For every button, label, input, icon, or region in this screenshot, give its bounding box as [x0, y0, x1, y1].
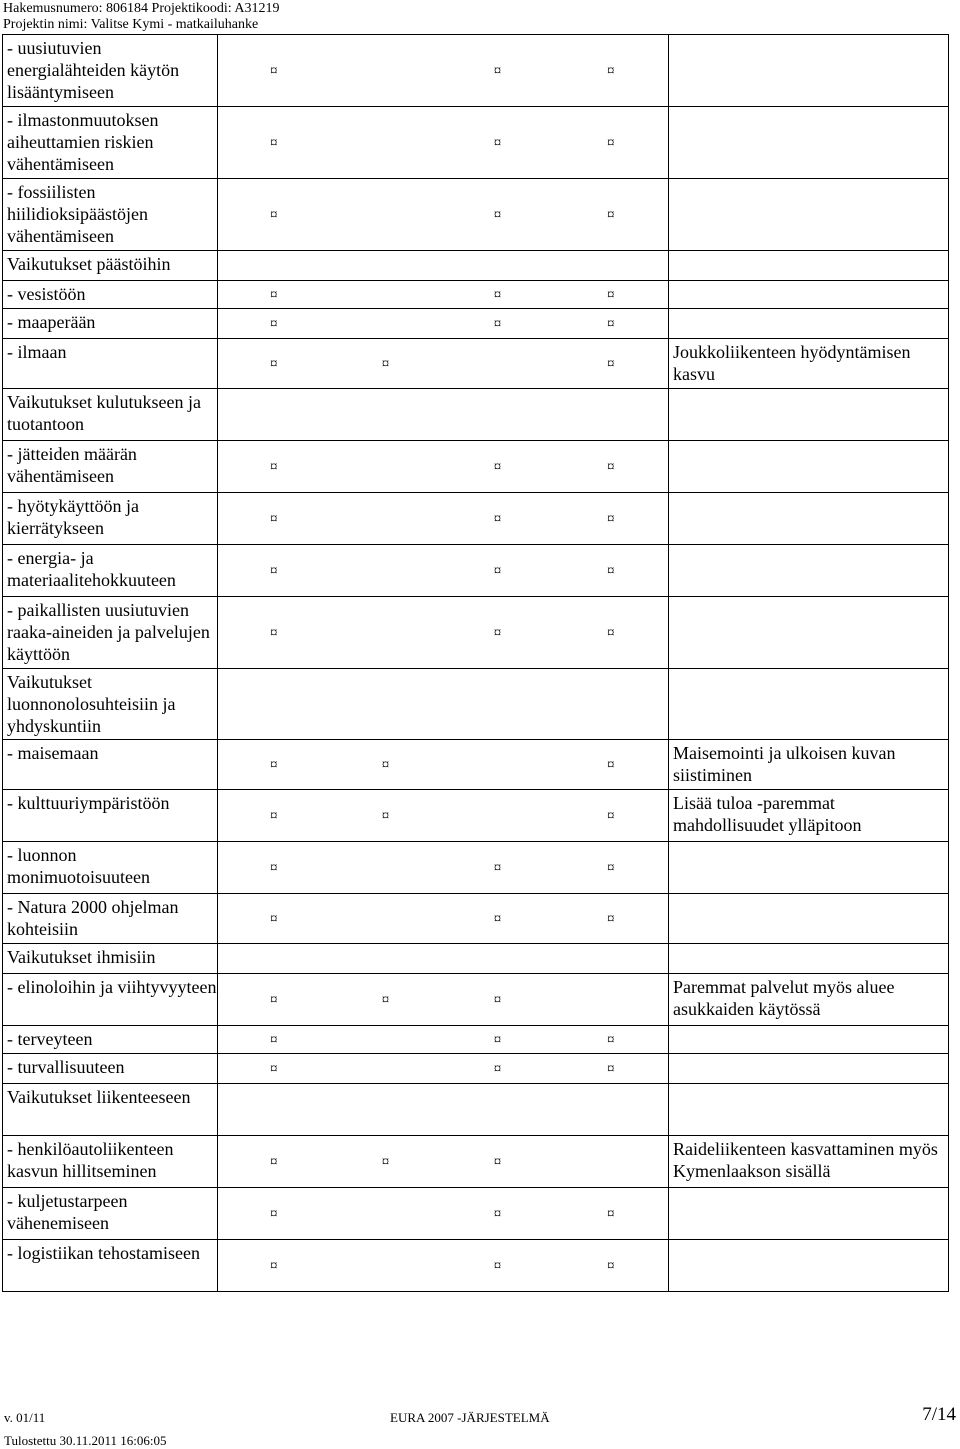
checkmark-symbol: ¤	[270, 1031, 278, 1048]
checkmark-symbol: ¤	[270, 355, 278, 372]
checkmark-symbol: ¤	[493, 1060, 502, 1077]
checkmark-symbol: ¤	[493, 1257, 502, 1274]
footer-printed-timestamp: Tulostettu 30.11.2011 16:06:05	[4, 1433, 167, 1448]
impact-label: - luonnon monimuotoisuuteen	[3, 842, 218, 894]
rating-cell-3	[442, 179, 554, 251]
rating-cell-2	[330, 974, 442, 1026]
rating-cell-2	[330, 790, 442, 842]
rating-cell-2	[330, 1240, 442, 1292]
impact-note	[669, 597, 949, 669]
rating-cell-2	[330, 740, 442, 790]
checkmark-symbol: ¤	[270, 807, 278, 824]
checkmark-symbol: ¤	[270, 458, 278, 475]
impact-note: Lisää tuloa -paremmat mahdollisuudet ylläpitoon	[669, 790, 949, 842]
checkmark-symbol: ¤	[493, 286, 502, 303]
impact-label: - henkilöautoliikenteen kasvun hillitseminen	[3, 1136, 218, 1188]
impact-label: Vaikutukset kulutukseen ja tuotantoon	[3, 389, 218, 441]
table-row	[3, 1084, 949, 1136]
rating-cell-3	[442, 740, 554, 790]
checkmark-symbol: ¤	[270, 286, 278, 303]
rating-cell-3	[442, 1136, 554, 1188]
impact-label: - maaperään	[3, 309, 218, 339]
impact-label: - paikallisten uusiutuvien raaka-aineiden ja palvelujen käyttöön	[3, 597, 218, 669]
checkmark-symbol: ¤	[607, 910, 615, 927]
checkmark-symbol: ¤	[607, 355, 615, 372]
impact-note	[669, 842, 949, 894]
rating-cell-1	[218, 1054, 330, 1084]
checkmark-symbol: ¤	[607, 206, 615, 223]
impact-note: Paremmat palvelut myös aluee asukkaiden käytössä	[669, 974, 949, 1026]
table-row	[3, 1188, 949, 1240]
impact-label: - uusiutuvien energialähteiden käytön lisääntymiseen	[3, 35, 218, 107]
impact-label: - logistiikan tehostamiseen	[3, 1240, 218, 1292]
checkmark-symbol: ¤	[381, 991, 390, 1008]
checkmark-symbol: ¤	[607, 315, 615, 332]
checkmark-symbol: ¤	[607, 624, 615, 641]
rating-cell-3	[442, 974, 554, 1026]
impact-note	[669, 1084, 949, 1136]
checkmark-symbol: ¤	[607, 510, 615, 527]
rating-cell-1	[218, 339, 330, 389]
impact-note	[669, 35, 949, 107]
checkmark-symbol: ¤	[493, 1153, 502, 1170]
impact-note	[669, 1188, 949, 1240]
rating-cell-2	[330, 842, 442, 894]
impact-note	[669, 107, 949, 179]
table-row	[3, 1136, 949, 1188]
rating-cell-2	[330, 1136, 442, 1188]
checkmark-symbol: ¤	[607, 807, 615, 824]
impact-note	[669, 1026, 949, 1054]
impact-label: Vaikutukset ihmisiin	[3, 944, 218, 974]
rating-cell-4	[554, 281, 669, 309]
rating-cell-1	[218, 1240, 330, 1292]
rating-cell-1	[218, 894, 330, 944]
rating-cell-3	[442, 894, 554, 944]
impact-note	[669, 894, 949, 944]
checkmark-symbol: ¤	[607, 1205, 615, 1222]
impact-label: Vaikutukset luonnonolosuhteisiin ja yhdyskuntiin	[3, 669, 218, 740]
checkmark-symbol: ¤	[270, 206, 278, 223]
checkmark-symbol: ¤	[607, 756, 615, 773]
rating-cell-2	[330, 894, 442, 944]
table-row	[3, 842, 949, 894]
rating-cell-1	[218, 1026, 330, 1054]
checkmark-symbol: ¤	[270, 510, 278, 527]
impact-note	[669, 389, 949, 441]
checkmark-symbol: ¤	[493, 134, 502, 151]
rating-cell-4	[554, 597, 669, 669]
checkmark-symbol: ¤	[607, 134, 615, 151]
table-row	[3, 281, 949, 309]
table-row	[3, 179, 949, 251]
rating-cell-2	[330, 1188, 442, 1240]
rating-cell-2	[330, 545, 442, 597]
rating-cell-4	[554, 545, 669, 597]
table-row	[3, 1026, 949, 1054]
rating-cell-3	[442, 493, 554, 545]
rating-cell-3	[442, 597, 554, 669]
rating-cell-4	[554, 1240, 669, 1292]
rating-cell-3	[442, 339, 554, 389]
rating-cell-4	[554, 894, 669, 944]
table-row	[3, 339, 949, 389]
checkmark-symbol: ¤	[381, 1153, 390, 1170]
checkmark-symbol: ¤	[607, 562, 615, 579]
rating-cell-2	[330, 1054, 442, 1084]
checkmark-symbol: ¤	[607, 1031, 615, 1048]
rating-cell-2	[330, 339, 442, 389]
table-row	[3, 251, 949, 281]
checkmark-symbol: ¤	[270, 562, 278, 579]
checkmark-symbol: ¤	[270, 756, 278, 773]
rating-cell-2	[330, 441, 442, 493]
checkmark-symbol: ¤	[493, 62, 502, 79]
table-row	[3, 740, 949, 790]
rating-cell-2	[330, 309, 442, 339]
table-row	[3, 894, 949, 944]
rating-cell-3	[442, 790, 554, 842]
table-row	[3, 107, 949, 179]
footer-system-name: EURA 2007 -JÄRJESTELMÄ	[390, 1410, 550, 1425]
table-row	[3, 944, 949, 974]
rating-cell-4	[554, 441, 669, 493]
impact-label: - maisemaan	[3, 740, 218, 790]
checkmark-symbol: ¤	[493, 1031, 502, 1048]
footer-version: v. 01/11	[4, 1410, 46, 1425]
impact-label: - vesistöön	[3, 281, 218, 309]
rating-cell-4	[554, 339, 669, 389]
impact-label: - jätteiden määrän vähentämiseen	[3, 441, 218, 493]
checkmark-symbol: ¤	[270, 134, 278, 151]
rating-cell-1	[218, 281, 330, 309]
rating-cell-1	[218, 179, 330, 251]
impact-note	[669, 179, 949, 251]
impact-label: - ilmaan	[3, 339, 218, 389]
rating-cell-4	[554, 974, 669, 1026]
checkmark-symbol: ¤	[381, 355, 390, 372]
impact-label: - elinoloihin ja viihtyvyyteen	[3, 974, 218, 1026]
rating-cell-3	[442, 1054, 554, 1084]
rating-cell-1	[218, 309, 330, 339]
impact-label: - kulttuuriympäristöön	[3, 790, 218, 842]
checkmark-symbol: ¤	[607, 62, 615, 79]
checkmark-symbol: ¤	[270, 624, 278, 641]
checkmark-symbol: ¤	[493, 206, 502, 223]
impact-note: Joukkoliikenteen hyödyntämisen kasvu	[669, 339, 949, 389]
rating-cell-1	[218, 842, 330, 894]
rating-cell-2	[330, 281, 442, 309]
impact-note	[669, 944, 949, 974]
impact-note	[669, 1054, 949, 1084]
impact-note	[669, 441, 949, 493]
table-row	[3, 790, 949, 842]
checkmark-symbol: ¤	[270, 1060, 278, 1077]
footer-page-number: 7/14	[922, 1404, 956, 1425]
impact-note	[669, 669, 949, 740]
rating-cell-3	[442, 545, 554, 597]
checkmark-symbol: ¤	[607, 859, 615, 876]
rating-cell-4	[554, 740, 669, 790]
rating-cell-1	[218, 974, 330, 1026]
checkmark-symbol: ¤	[270, 1205, 278, 1222]
section-spacer	[218, 389, 669, 441]
table-row	[3, 35, 949, 107]
rating-cell-3	[442, 1240, 554, 1292]
rating-cell-4	[554, 1188, 669, 1240]
checkmark-symbol: ¤	[270, 859, 278, 876]
rating-cell-4	[554, 1136, 669, 1188]
checkmark-symbol: ¤	[493, 562, 502, 579]
rating-cell-4	[554, 842, 669, 894]
rating-cell-4	[554, 35, 669, 107]
table-row	[3, 1054, 949, 1084]
impact-label: - fossiilisten hiilidioksipäästöjen vähentämiseen	[3, 179, 218, 251]
rating-cell-2	[330, 179, 442, 251]
impact-note	[669, 251, 949, 281]
rating-cell-1	[218, 107, 330, 179]
checkmark-symbol: ¤	[493, 1205, 502, 1222]
impact-note: Raideliikenteen kasvattaminen myös Kymenlaakson sisällä	[669, 1136, 949, 1188]
checkmark-symbol: ¤	[493, 510, 502, 527]
impact-label: - turvallisuuteen	[3, 1054, 218, 1084]
rating-cell-1	[218, 35, 330, 107]
rating-cell-1	[218, 1188, 330, 1240]
table-row	[3, 1240, 949, 1292]
rating-cell-2	[330, 1026, 442, 1054]
checkmark-symbol: ¤	[270, 1153, 278, 1170]
rating-cell-4	[554, 179, 669, 251]
checkmark-symbol: ¤	[607, 286, 615, 303]
section-spacer	[218, 944, 669, 974]
checkmark-symbol: ¤	[381, 807, 390, 824]
checkmark-symbol: ¤	[270, 1257, 278, 1274]
rating-cell-4	[554, 1026, 669, 1054]
rating-cell-3	[442, 842, 554, 894]
checkmark-symbol: ¤	[270, 910, 278, 927]
impact-label: - hyötykäyttöön ja kierrätykseen	[3, 493, 218, 545]
checkmark-symbol: ¤	[607, 1060, 615, 1077]
rating-cell-4	[554, 1054, 669, 1084]
table-row	[3, 309, 949, 339]
rating-cell-1	[218, 597, 330, 669]
table-row	[3, 974, 949, 1026]
section-spacer	[218, 251, 669, 281]
table-row	[3, 545, 949, 597]
impact-note	[669, 309, 949, 339]
impact-label: - Natura 2000 ohjelman kohteisiin	[3, 894, 218, 944]
rating-cell-3	[442, 35, 554, 107]
section-spacer	[218, 1084, 669, 1136]
rating-cell-2	[330, 35, 442, 107]
checkmark-symbol: ¤	[607, 458, 615, 475]
rating-cell-3	[442, 441, 554, 493]
checkmark-symbol: ¤	[270, 62, 278, 79]
impact-note	[669, 493, 949, 545]
header-project-name: Projektin nimi: Valitse Kymi - matkailuhanke	[3, 17, 259, 32]
checkmark-symbol: ¤	[270, 315, 278, 332]
rating-cell-2	[330, 107, 442, 179]
rating-cell-3	[442, 1188, 554, 1240]
rating-cell-1	[218, 441, 330, 493]
impact-label: - energia- ja materiaalitehokkuuteen	[3, 545, 218, 597]
impact-note	[669, 281, 949, 309]
impact-label: Vaikutukset liikenteeseen	[3, 1084, 218, 1136]
rating-cell-2	[330, 493, 442, 545]
checkmark-symbol: ¤	[493, 315, 502, 332]
rating-cell-4	[554, 493, 669, 545]
rating-cell-1	[218, 790, 330, 842]
impact-label: Vaikutukset päästöihin	[3, 251, 218, 281]
impact-note: Maisemointi ja ulkoisen kuvan siistiminen	[669, 740, 949, 790]
header-application-number: Hakemusnumero: 806184 Projektikoodi: A31219	[3, 1, 280, 16]
impact-label: - ilmastonmuutoksen aiheuttamien riskien vähentämiseen	[3, 107, 218, 179]
section-spacer	[218, 669, 669, 740]
checkmark-symbol: ¤	[493, 859, 502, 876]
checkmark-symbol: ¤	[493, 458, 502, 475]
table-row	[3, 441, 949, 493]
checkmark-symbol: ¤	[493, 910, 502, 927]
checkmark-symbol: ¤	[381, 756, 390, 773]
rating-cell-4	[554, 107, 669, 179]
rating-cell-3	[442, 107, 554, 179]
rating-cell-1	[218, 1136, 330, 1188]
rating-cell-3	[442, 281, 554, 309]
checkmark-symbol: ¤	[607, 1257, 615, 1274]
rating-cell-4	[554, 790, 669, 842]
rating-cell-1	[218, 493, 330, 545]
table-row	[3, 597, 949, 669]
checkmark-symbol: ¤	[270, 991, 278, 1008]
impact-label: - terveyteen	[3, 1026, 218, 1054]
table-row	[3, 389, 949, 441]
rating-cell-4	[554, 309, 669, 339]
table-row	[3, 493, 949, 545]
checkmark-symbol: ¤	[493, 624, 502, 641]
rating-cell-3	[442, 309, 554, 339]
impact-note	[669, 545, 949, 597]
checkmark-symbol: ¤	[493, 991, 502, 1008]
impact-label: - kuljetustarpeen vähenemiseen	[3, 1188, 218, 1240]
rating-cell-3	[442, 1026, 554, 1054]
impact-table	[2, 34, 949, 1292]
rating-cell-1	[218, 740, 330, 790]
rating-cell-2	[330, 597, 442, 669]
impact-note	[669, 1240, 949, 1292]
rating-cell-1	[218, 545, 330, 597]
table-row	[3, 669, 949, 740]
